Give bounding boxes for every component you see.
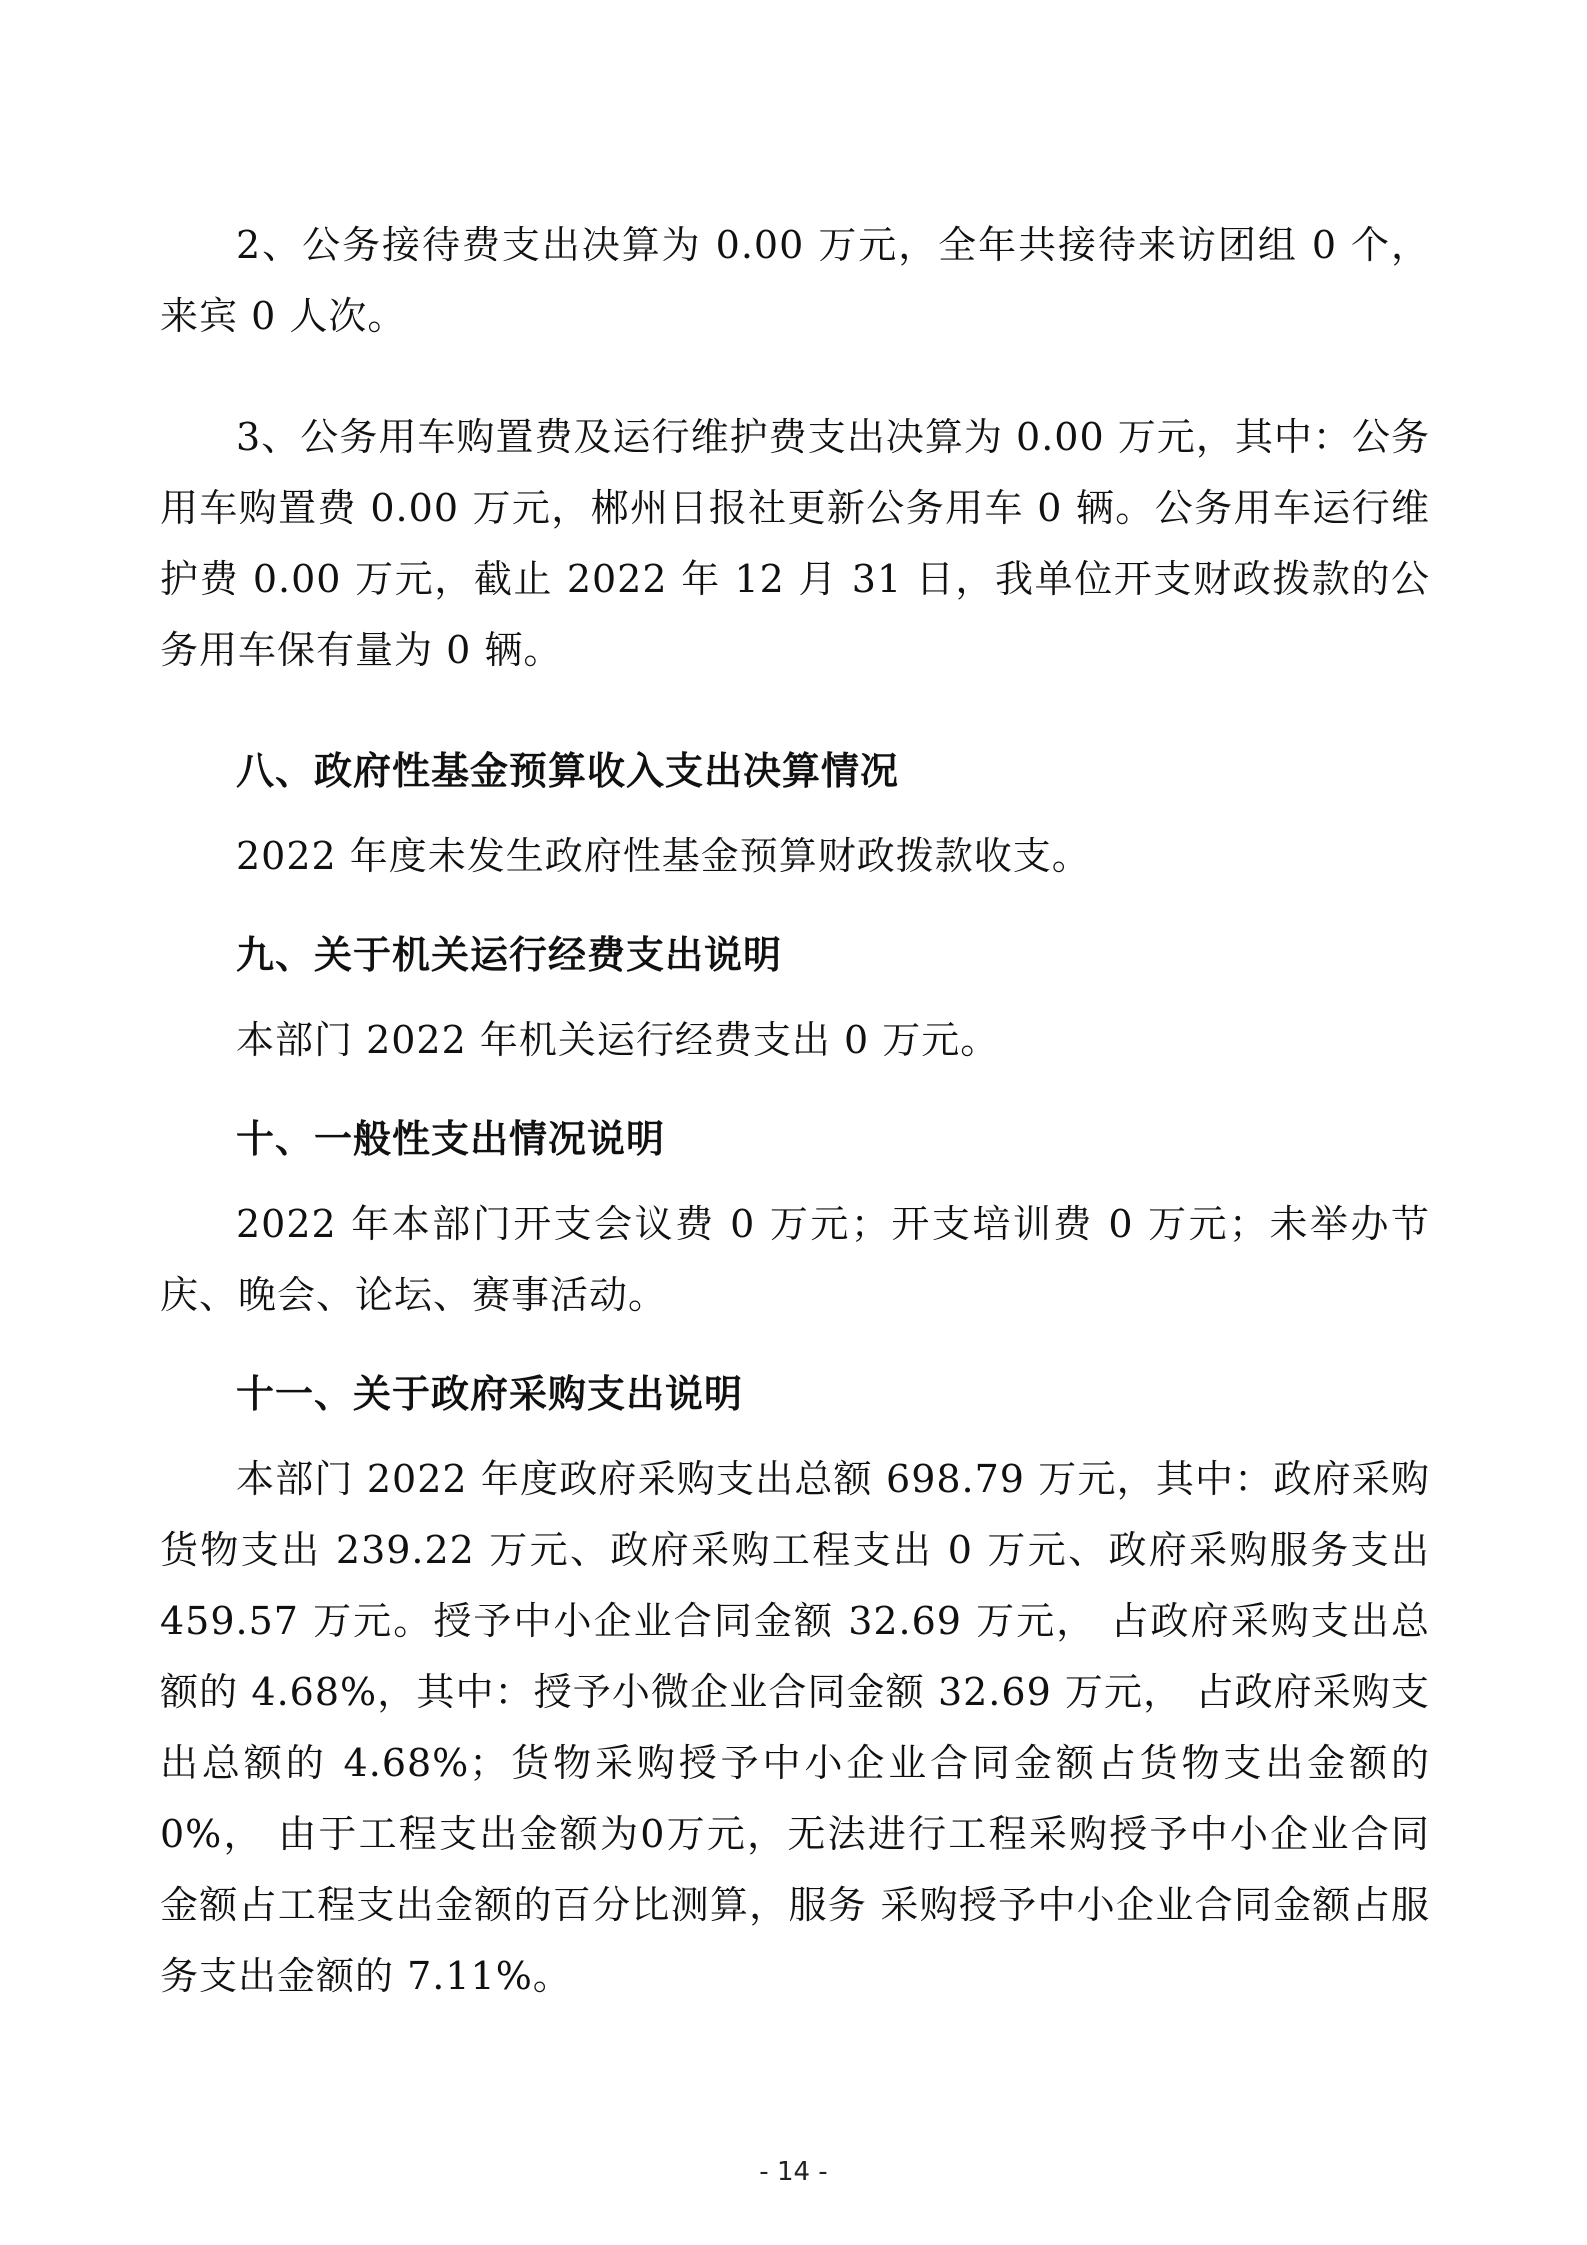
paragraph-vehicle-expense: 3、公务用车购置费及运行维护费支出决算为 0.00 万元，其中：公务用车购置费 0.00 万元，郴州日报社更新公务用车 0 辆。公务用车运行维护费 0.00 万元，截止 2022 年 12 月 31 日，我单位开支财政拨款的公务用车保有量为 0 辆。: [160, 415, 1430, 672]
paragraph-reception-expense: 2、公务接待费支出决算为 0.00 万元，全年共接待来访团组 0 个，来宾 0 人次。: [160, 223, 1430, 338]
section-body-government-fund: 2022 年度未发生政府性基金预算财政拨款收支。: [236, 834, 1091, 878]
section-heading-operating-expense: 九、关于机关运行经费支出说明: [236, 933, 783, 977]
section-body-general-expense: 2022 年本部门开支会议费 0 万元；开支培训费 0 万元；未举办节庆、晚会、论坛、赛事活动。: [160, 1202, 1430, 1317]
section-heading-government-procurement: 十一、关于政府采购支出说明: [236, 1372, 744, 1416]
section-heading-government-fund: 八、政府性基金预算收入支出决算情况: [236, 749, 900, 793]
section-heading-general-expense: 十、一般性支出情况说明: [236, 1117, 666, 1161]
section-body-operating-expense: 本部门 2022 年机关运行经费支出 0 万元。: [236, 1018, 1000, 1062]
section-body-government-procurement: 本部门 2022 年度政府采购支出总额 698.79 万元，其中：政府采购货物支出 239.22 万元、政府采购工程支出 0 万元、政府采购服务支出 459.57 万元。授予中小企业合同金额 32.69 万元， 占政府采购支出总额的 4.68%，其中：授予小微企业合同金额 32.69 万元， 占政府采购支出总额的 4.68%；货物采购授予中小企业合同金额占货物支出金额的 0%， 由于工程支出金额为0万元，无法进行工程采购授予中小企业合同金额占工程支出金额的百分比测算，服务 采购授予中小企业合同金额占服务支出金额的 7.11%。: [160, 1457, 1430, 1998]
page-number: - 14 -: [759, 2157, 828, 2187]
document-body: [160, 210, 1430, 2012]
